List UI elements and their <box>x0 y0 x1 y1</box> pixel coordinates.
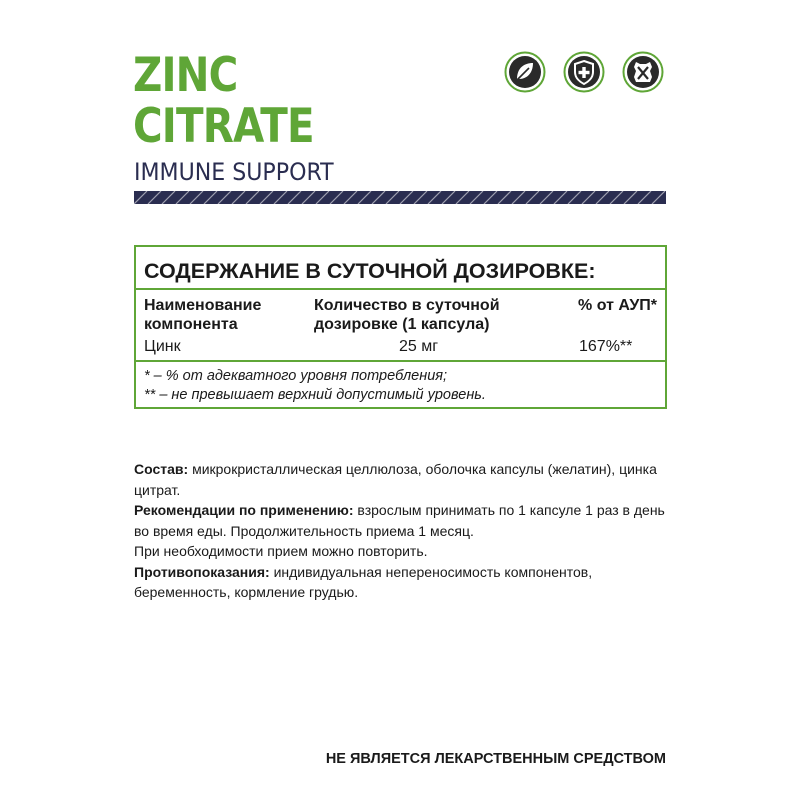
product-title-line1: ZINC <box>133 48 238 103</box>
table-divider <box>136 288 665 290</box>
footnote-1: * – % от адекватного уровня потребления; <box>144 368 448 384</box>
contraindications-text: индивидуальная непереносимость компонентов, беременность, кормление грудью. <box>134 563 593 600</box>
decorative-band <box>134 191 666 204</box>
header-amount-line1: Количество в суточной <box>314 297 500 314</box>
table-divider <box>136 360 665 362</box>
contraindications-label: Противопоказания: <box>134 563 270 580</box>
header-percent: % от АУП* <box>578 297 657 314</box>
leather-icon <box>621 50 665 94</box>
header-name-line1: Наименование <box>144 297 262 314</box>
disclaimer: НЕ ЯВЛЯЕТСЯ ЛЕКАРСТВЕННЫМ СРЕДСТВОМ <box>325 751 666 767</box>
row-name: Цинк <box>144 338 181 355</box>
footnote-2: ** – не превышает верхний допустимый уровень. <box>144 387 486 403</box>
shield-cross-icon <box>562 50 606 94</box>
usage <box>134 500 674 541</box>
composition-label: Состав: <box>134 461 189 477</box>
header-amount <box>314 296 500 334</box>
header-name <box>144 296 261 334</box>
composition <box>134 459 674 500</box>
usage-repeat: При необходимости прием можно повторить. <box>134 543 428 559</box>
dosage-table-title: СОДЕРЖАНИЕ В СУТОЧНОЙ ДОЗИРОВКЕ: <box>144 259 596 283</box>
header-name-line2: компонента <box>144 316 238 333</box>
row-amount: 25 мг <box>399 338 439 355</box>
leaf-icon <box>503 50 547 94</box>
composition-text: микрокристаллическая целлюлоза, оболочка капсулы (желатин), цинка цитрат. <box>134 461 657 498</box>
usage-text: взрослым принимать по 1 капсуле 1 раз в день во время еды. Продолжительность приема 1 месяц. <box>134 502 665 539</box>
row-percent: 167%** <box>579 338 633 355</box>
usage-label: Рекомендации по применению: <box>134 502 354 518</box>
product-title-line2: CITRATE <box>133 99 314 154</box>
dosage-table <box>134 245 667 409</box>
product-info <box>134 459 674 603</box>
header-amount-line2: дозировке (1 капсула) <box>314 316 490 333</box>
product-subtitle: IMMUNE SUPPORT <box>134 158 334 186</box>
contraindications <box>134 562 674 603</box>
